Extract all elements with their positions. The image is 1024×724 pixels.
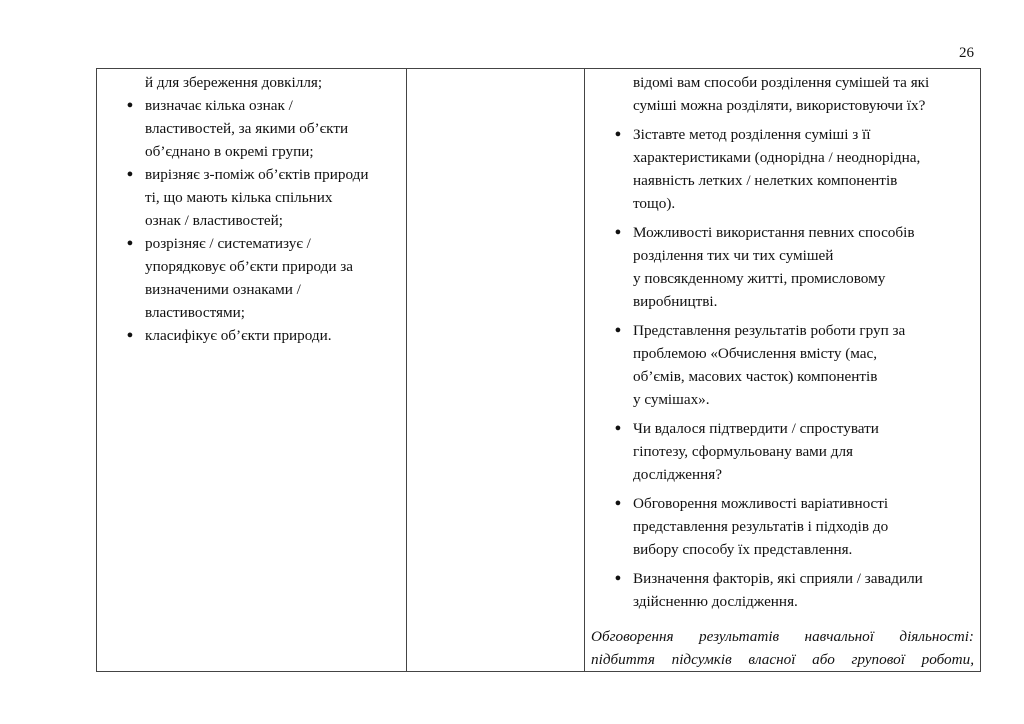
list-item-text: у повсякденному житті, промисловому bbox=[633, 270, 886, 287]
list-item bbox=[633, 365, 974, 388]
list-item-text: відомі вам способи розділення сумішей та які bbox=[633, 74, 930, 91]
list-item bbox=[145, 186, 400, 209]
list-item-text: ознак / властивостей; bbox=[145, 212, 283, 229]
page-number: 26 bbox=[959, 45, 974, 61]
bullet-icon: ● bbox=[614, 128, 622, 140]
list-item-text: визначає кілька ознак / bbox=[145, 97, 293, 114]
bullet-icon: ● bbox=[614, 422, 622, 434]
list-item bbox=[145, 255, 400, 278]
list-item bbox=[633, 538, 974, 561]
list-item bbox=[633, 94, 974, 117]
list-item bbox=[633, 463, 974, 486]
list-item-text: властивостей, за якими об’єкти bbox=[145, 120, 349, 137]
list-item-text: Обговорення можливості варіативності bbox=[633, 495, 889, 512]
list-item bbox=[126, 232, 400, 255]
list-item-text: характеристиками (однорідна / неоднорідна, bbox=[633, 149, 921, 166]
list-item-text: вирізняє з-поміж об’єктів природи bbox=[145, 166, 369, 183]
list-item bbox=[614, 123, 974, 146]
list-item-text: наявність летких / нелетких компонентів bbox=[633, 172, 898, 189]
list-item bbox=[633, 290, 974, 313]
expected-results-cell bbox=[97, 69, 407, 672]
list-item-text: здійсненню дослідження. bbox=[633, 593, 798, 610]
summary-line: підбиття підсумків власної або групової роботи, bbox=[591, 651, 974, 668]
list-item bbox=[145, 278, 400, 301]
list-item-text: суміші можна розділяти, використовуючи їх? bbox=[633, 97, 926, 114]
list-item-text: представлення результатів і підходів до bbox=[633, 518, 889, 535]
list-item-text: Чи вдалося підтвердити / спростувати bbox=[633, 420, 879, 437]
list-item bbox=[145, 71, 400, 94]
expected-results-list bbox=[97, 69, 406, 347]
list-item bbox=[126, 94, 400, 117]
list-item bbox=[614, 567, 974, 590]
bullet-icon: ● bbox=[126, 237, 134, 249]
list-item-text: Зіставте метод розділення суміші з її bbox=[633, 126, 871, 143]
list-item-text: дослідження? bbox=[633, 466, 722, 483]
list-item bbox=[633, 146, 974, 169]
list-item bbox=[633, 590, 974, 613]
bullet-icon: ● bbox=[614, 497, 622, 509]
list-item bbox=[145, 209, 400, 232]
bullet-icon: ● bbox=[126, 329, 134, 341]
bullet-icon: ● bbox=[126, 168, 134, 180]
content-table bbox=[96, 68, 981, 672]
list-item-text: визначеними ознаками / bbox=[145, 281, 301, 298]
list-item-text: об’ємів, масових часток) компонентів bbox=[633, 368, 878, 385]
list-item-text: виробництві. bbox=[633, 293, 718, 310]
list-item bbox=[126, 163, 400, 186]
list-item bbox=[633, 515, 974, 538]
list-item-text: Визначення факторів, які сприяли / завадили bbox=[633, 570, 923, 587]
list-item-text: упорядковує об’єкти природи за bbox=[145, 258, 354, 275]
list-item bbox=[633, 388, 974, 411]
bullet-icon: ● bbox=[614, 226, 622, 238]
list-item-text: розрізняє / систематизує / bbox=[145, 235, 311, 252]
bullet-icon: ● bbox=[614, 324, 622, 336]
list-item-text: Представлення результатів роботи груп за bbox=[633, 322, 906, 339]
activities-cell bbox=[585, 69, 981, 672]
list-item bbox=[633, 71, 974, 94]
list-item bbox=[614, 221, 974, 244]
list-item bbox=[633, 169, 974, 192]
list-item bbox=[633, 192, 974, 215]
activities-list bbox=[585, 69, 980, 613]
list-item bbox=[633, 267, 974, 290]
list-item-text: Можливості використання певних способів bbox=[633, 224, 915, 241]
list-item-text: ті, що мають кілька спільних bbox=[145, 189, 333, 206]
list-item-text: властивостями; bbox=[145, 304, 245, 321]
list-item-text: тощо). bbox=[633, 195, 676, 212]
list-item-text: у сумішах». bbox=[633, 391, 710, 408]
summary-text bbox=[591, 625, 974, 671]
list-item bbox=[633, 440, 974, 463]
list-item bbox=[633, 342, 974, 365]
list-item bbox=[145, 117, 400, 140]
list-item-text: проблемою «Обчислення вмісту (мас, bbox=[633, 345, 878, 362]
list-item-text: й для збереження довкілля; bbox=[145, 74, 323, 91]
list-item bbox=[145, 140, 400, 163]
list-item bbox=[145, 301, 400, 324]
empty-middle-cell bbox=[407, 69, 585, 672]
list-item bbox=[126, 324, 400, 347]
list-item bbox=[633, 244, 974, 267]
list-item bbox=[614, 319, 974, 342]
list-item-text: класифікує об’єкти природи. bbox=[145, 327, 332, 344]
list-item-text: об’єднано в окремі групи; bbox=[145, 143, 314, 160]
table-row bbox=[97, 69, 981, 672]
list-item-text: гіпотезу, сформульовану вами для bbox=[633, 443, 854, 460]
list-item bbox=[614, 492, 974, 515]
list-item-text: розділення тих чи тих сумішей bbox=[633, 247, 834, 264]
bullet-icon: ● bbox=[614, 572, 622, 584]
list-item-text: вибору способу їх представлення. bbox=[633, 541, 853, 558]
list-item bbox=[614, 417, 974, 440]
summary-line: Обговорення результатів навчальної діяльності: bbox=[591, 628, 974, 645]
bullet-icon: ● bbox=[126, 99, 134, 111]
